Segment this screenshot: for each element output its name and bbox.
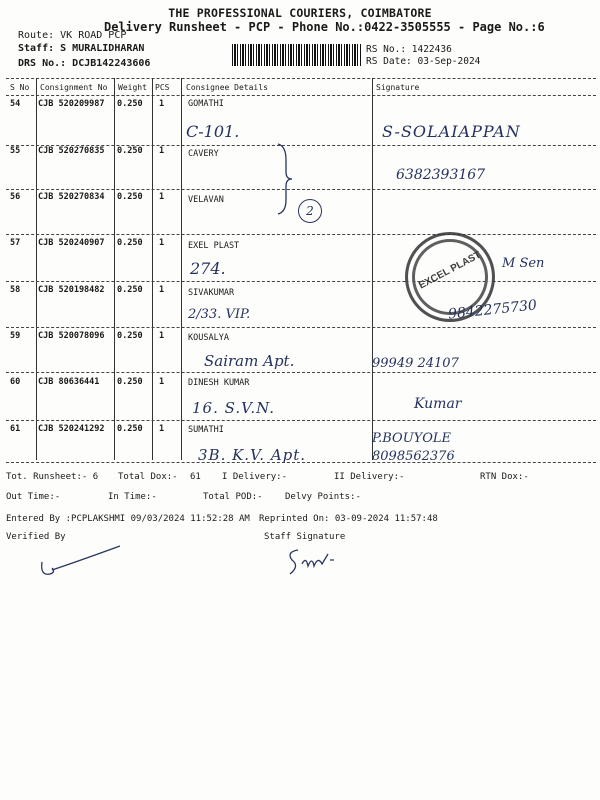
row-signature: 9842275730 xyxy=(447,297,538,323)
row-pcs: 1 xyxy=(159,99,165,109)
row-signature: S-SOLAIAPPAN xyxy=(382,122,521,141)
row-sno: 56 xyxy=(10,192,21,202)
row-sno: 60 xyxy=(10,377,21,387)
total-pod-label: Total POD:- xyxy=(203,492,263,502)
col-divider xyxy=(181,78,182,460)
row-consignee: VELAVAN xyxy=(188,195,224,205)
col-divider xyxy=(372,78,373,460)
in-time-label: In Time:- xyxy=(108,492,157,502)
row-consignment: CJB 520198482 xyxy=(38,285,105,295)
route-label: Route: VK ROAD PCP xyxy=(18,30,127,41)
row-consignment: CJB 520241292 xyxy=(38,424,105,434)
row-signature: M Sen xyxy=(502,256,545,271)
row-consignment: CJB 520270834 xyxy=(38,192,105,202)
staff-label: Staff: S MURALIDHARAN xyxy=(18,43,145,54)
row-weight: 0.250 xyxy=(117,99,143,109)
row-consignment: CJB 80636441 xyxy=(38,377,100,387)
row-consignee: SIVAKUMAR xyxy=(188,288,235,298)
row-weight: 0.250 xyxy=(117,424,143,434)
staff-signature-mark xyxy=(284,544,354,580)
row-sno: 55 xyxy=(10,146,21,156)
staff-signature-label: Staff Signature xyxy=(264,532,346,542)
row-weight: 0.250 xyxy=(117,377,143,387)
row-consignment: CJB 520270835 xyxy=(38,146,105,156)
row-weight: 0.250 xyxy=(117,192,143,202)
out-time-label: Out Time:- xyxy=(6,492,61,502)
row-address: 274. xyxy=(190,259,226,278)
row-pcs: 1 xyxy=(159,192,165,202)
row-pcs: 1 xyxy=(159,424,165,434)
total-dox-value: 61 xyxy=(190,472,201,482)
reprinted-on: Reprinted On: 03-09-2024 11:57:48 xyxy=(259,514,438,524)
drs-number: DRS No.: DCJB142243606 xyxy=(18,58,151,69)
row-address: 3B. K.V. Apt. xyxy=(198,446,307,464)
company-name: THE PROFESSIONAL COURIERS, COIMBATORE xyxy=(168,6,432,20)
col-divider xyxy=(152,78,153,460)
col-header-sno: S No xyxy=(10,83,30,92)
row-address: 16. S.V.N. xyxy=(192,399,276,417)
row-consignee: GOMATHI xyxy=(188,99,224,109)
row-consignee: CAVERY xyxy=(188,149,219,159)
row-pcs: 1 xyxy=(159,377,165,387)
tot-runsheet: Tot. Runsheet:- 6 xyxy=(6,472,99,482)
delvy-points-label: Delvy Points:- xyxy=(285,492,361,502)
verifier-signature-mark xyxy=(36,542,126,582)
row-address: C-101. xyxy=(186,122,240,141)
rs-number: RS No.: 1422436 xyxy=(366,44,452,55)
row-pcs: 1 xyxy=(159,331,165,341)
row-address: 2 xyxy=(298,199,322,223)
barcode xyxy=(232,44,362,66)
row-rule xyxy=(6,281,596,282)
col-divider xyxy=(36,78,37,460)
header-rule xyxy=(6,95,596,96)
entered-by: Entered By :PCPLAKSHMI 09/03/2024 11:52:28 AM xyxy=(6,514,250,524)
col-header-signature: Signature xyxy=(376,83,420,92)
row-consignment: CJB 520078096 xyxy=(38,331,105,341)
row-signature: 6382393167 xyxy=(396,167,486,183)
col-divider xyxy=(114,78,115,460)
row-sno: 57 xyxy=(10,238,21,248)
row-weight: 0.250 xyxy=(117,285,143,295)
col-header-consignment: Consignment No xyxy=(40,83,108,92)
row-sno: 54 xyxy=(10,99,21,109)
row-weight: 0.250 xyxy=(117,238,143,248)
col-header-pcs: PCS xyxy=(155,83,170,92)
row-rule xyxy=(6,420,596,421)
row-address: Sairam Apt. xyxy=(204,352,295,370)
row-signature: Kumar xyxy=(414,396,462,412)
row-consignment: CJB 520240907 xyxy=(38,238,105,248)
row-sno: 58 xyxy=(10,285,21,295)
ii-delivery-label: II Delivery:- xyxy=(334,472,405,482)
row-weight: 0.250 xyxy=(117,146,143,156)
row-signature: P.BOUYOLE 8098562376 xyxy=(372,431,455,464)
row-rule xyxy=(6,234,596,235)
row-address: 2/33. VIP. xyxy=(188,307,251,322)
i-delivery-label: I Delivery:- xyxy=(222,472,288,482)
row-sno: 61 xyxy=(10,424,21,434)
table-top-rule xyxy=(6,78,596,79)
row-consignee: KOUSALYA xyxy=(188,333,229,343)
row-weight: 0.250 xyxy=(117,331,143,341)
row-rule xyxy=(6,189,596,190)
row-consignee: SUMATHI xyxy=(188,425,224,435)
row-rule xyxy=(6,462,596,463)
runsheet-subtitle: Delivery Runsheet - PCP - Phone No.:0422-3505555 - Page No.:6 xyxy=(104,20,545,34)
row-pcs: 1 xyxy=(159,146,165,156)
row-signature: 99949 24107 xyxy=(372,356,459,371)
stamp-text: EXCEL PLAST xyxy=(417,249,483,292)
rtn-dox-label: RTN Dox:- xyxy=(480,472,529,482)
total-dox-label: Total Dox:- xyxy=(118,472,178,482)
row-rule xyxy=(6,327,596,328)
col-header-consignee: Consignee Details xyxy=(186,83,268,92)
brace-mark xyxy=(276,142,296,216)
row-consignee: EXEL PLAST xyxy=(188,241,240,251)
col-header-weight: Weight xyxy=(118,83,147,92)
verified-by-label: Verified By xyxy=(6,532,66,542)
row-rule xyxy=(6,372,596,373)
rs-date: RS Date: 03-Sep-2024 xyxy=(366,56,481,67)
row-consignment: CJB 520209987 xyxy=(38,99,105,109)
row-sno: 59 xyxy=(10,331,21,341)
row-pcs: 1 xyxy=(159,285,165,295)
row-pcs: 1 xyxy=(159,238,165,248)
row-consignee: DINESH KUMAR xyxy=(188,378,250,388)
